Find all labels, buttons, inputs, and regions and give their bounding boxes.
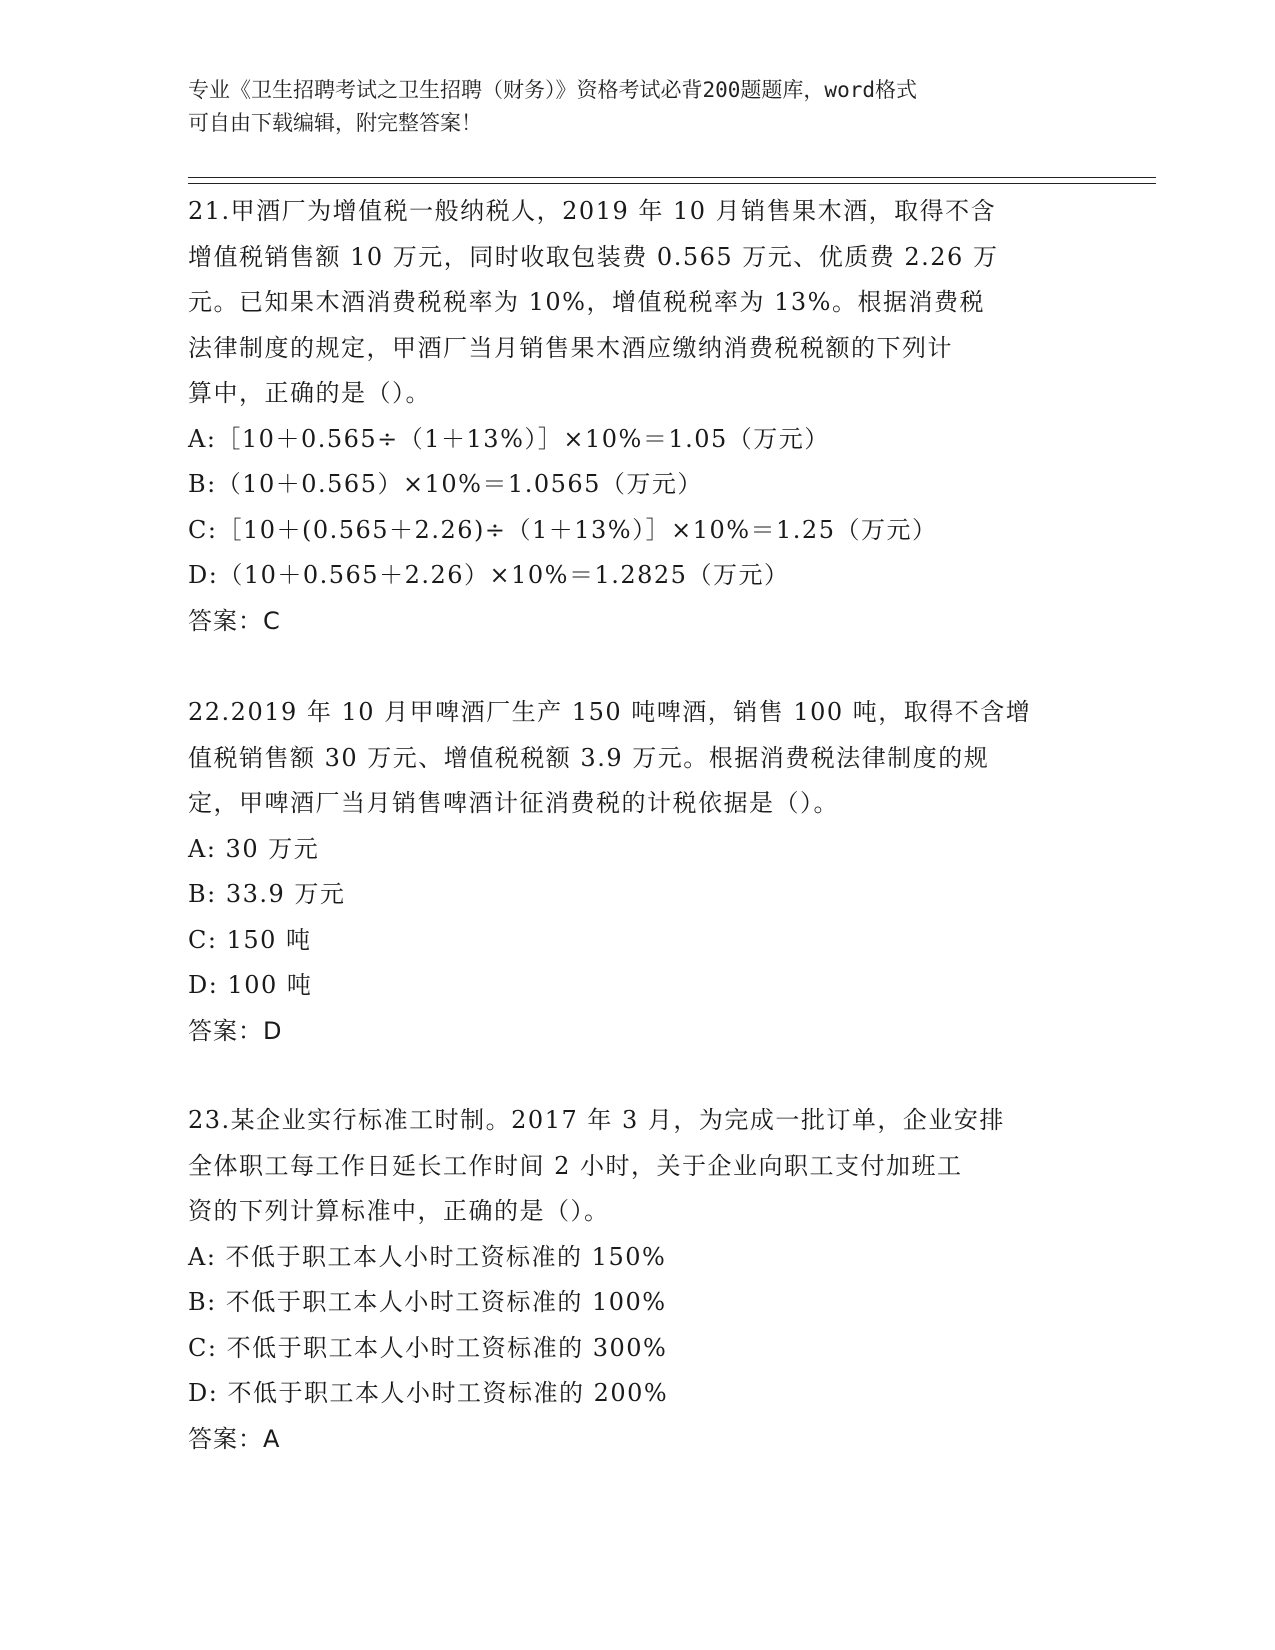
question-stem-line: 资的下列计算标准中，正确的是（）。 [188,1197,610,1225]
document-header [188,74,1068,140]
answer-line: 答案：C [188,606,281,635]
header-line-2: 可自由下载编辑，附完整答案！ [188,111,482,135]
option-a: A: 不低于职工本人小时工资标准的 150% [188,1242,667,1271]
header-line-1: 专业《卫生招聘考试之卫生招聘（财务）》资格考试必背200题题库，word格式 [188,78,917,102]
option-c: C: 150 吨 [188,925,312,954]
option-a: A: 30 万元 [188,834,320,863]
option-d: D: 不低于职工本人小时工资标准的 200% [188,1379,669,1407]
question-stem-line: 22.2019 年 10 月甲啤酒厂生产 150 吨啤酒，销售 100 吨，取得不含增 [188,698,1032,726]
question-21 [188,189,1088,644]
question-stem-line: 23.某企业实行标准工时制。2017 年 3 月，为完成一批订单，企业安排 [188,1106,1005,1134]
header-divider-bottom [188,183,1156,184]
answer-line: 答案：A [188,1424,281,1453]
option-c: C:［10＋(0.565＋2.26)÷（1＋13%）］×10%＝1.25（万元） [188,515,938,544]
question-stem-line: 元。已知果木酒消费税税率为 10%，增值税税率为 13%。根据消费税 [188,288,985,316]
header-divider-top [188,177,1156,178]
question-stem-line: 21.甲酒厂为增值税一般纳税人，2019 年 10 月销售果木酒，取得不含 [188,197,997,225]
question-22 [188,690,1088,1054]
option-d: D: 100 吨 [188,971,313,999]
question-23 [188,1098,1088,1462]
option-d: D:（10＋0.565＋2.26）×10%＝1.2825（万元） [188,561,790,589]
answer-line: 答案：D [188,1016,283,1045]
question-stem-line: 全体职工每工作日延长工作时间 2 小时，关于企业向职工支付加班工 [188,1151,963,1180]
question-stem-line: 算中，正确的是（）。 [188,379,431,407]
question-stem-line: 定，甲啤酒厂当月销售啤酒计征消费税的计税依据是（）。 [188,789,839,817]
question-stem-line: 增值税销售额 10 万元，同时收取包装费 0.565 万元、优质费 2.26 万 [188,242,999,271]
question-stem-line: 值税销售额 30 万元、增值税税额 3.9 万元。根据消费税法律制度的规 [188,743,990,772]
question-stem-line: 法律制度的规定，甲酒厂当月销售果木酒应缴纳消费税税额的下列计 [188,333,953,362]
option-b: B: 不低于职工本人小时工资标准的 100% [188,1288,667,1316]
option-b: B:（10＋0.565）×10%＝1.0565（万元） [188,470,703,498]
option-a: A:［10＋0.565÷（1＋13%）］×10%＝1.05（万元） [188,424,830,453]
option-c: C: 不低于职工本人小时工资标准的 300% [188,1333,668,1362]
option-b: B: 33.9 万元 [188,880,346,908]
